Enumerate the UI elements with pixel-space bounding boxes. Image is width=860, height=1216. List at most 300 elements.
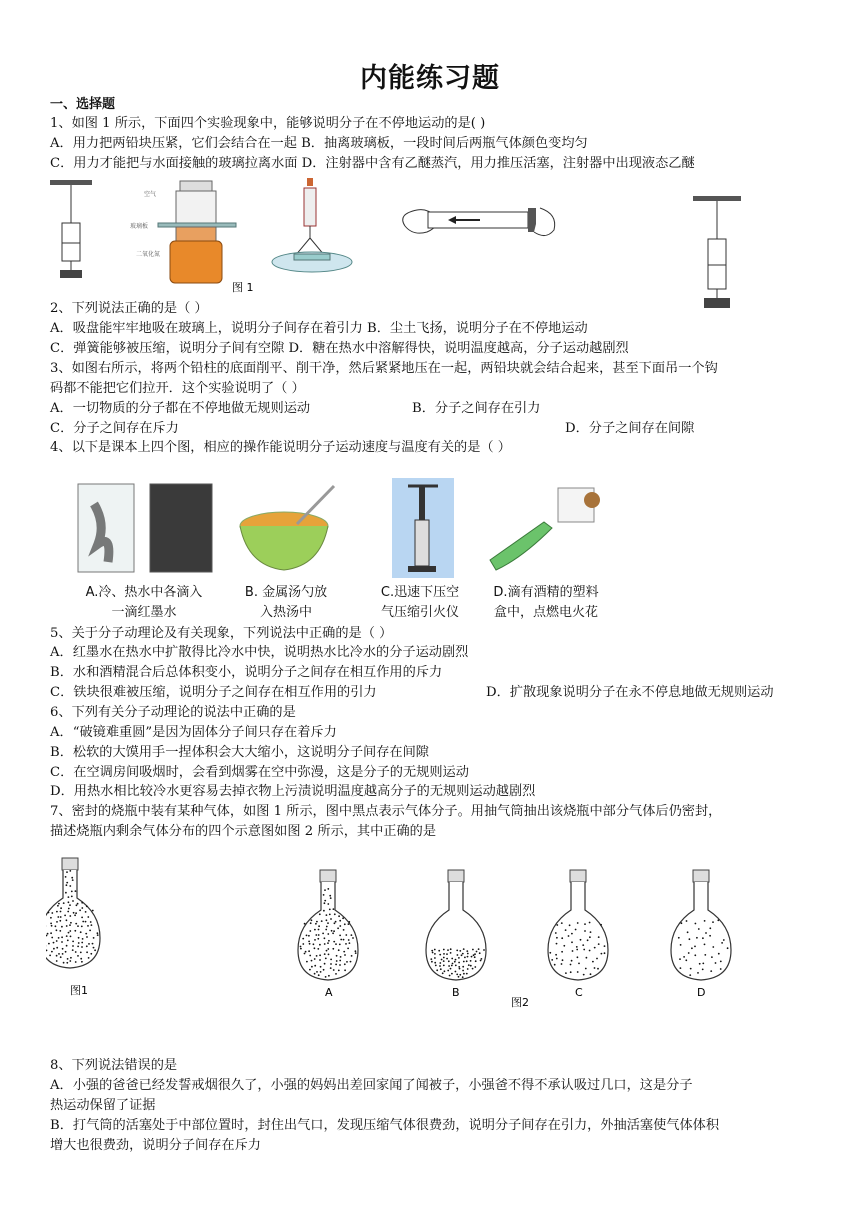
q5-option-a: A．红墨水在热水中扩散得比冷水中快，说明热水比冷水的分子运动剧烈 <box>50 645 469 660</box>
igniter-box-image <box>490 488 600 570</box>
molecule-dot <box>333 941 335 943</box>
molecule-dot <box>326 914 328 916</box>
molecule-dot <box>589 922 591 924</box>
molecule-dot <box>601 953 603 955</box>
molecule-dot <box>688 952 690 954</box>
molecule-dot <box>309 930 311 932</box>
molecule-dot <box>77 955 79 957</box>
molecule-dot <box>92 943 94 945</box>
molecule-dot <box>686 920 688 922</box>
molecule-dot <box>323 894 325 896</box>
molecule-dot <box>338 970 340 972</box>
molecule-dot <box>456 974 458 976</box>
molecule-dot <box>72 949 74 951</box>
molecule-dot <box>447 949 449 951</box>
molecule-dot <box>80 952 82 954</box>
molecule-dot <box>90 921 92 923</box>
molecule-dot <box>444 970 446 972</box>
gas-bottles-image <box>130 181 236 283</box>
molecule-dot <box>327 948 329 950</box>
molecule-dot <box>79 909 81 911</box>
molecule-dot <box>319 944 321 946</box>
molecule-dot <box>594 967 596 969</box>
molecule-dot <box>324 963 326 965</box>
molecule-dot <box>56 955 58 957</box>
molecule-dot <box>318 974 320 976</box>
molecule-dot <box>65 951 67 953</box>
molecule-dot <box>89 930 91 932</box>
q4-stem: 4、以下是课本上四个图，相应的操作能说明分子运动速度与温度有关的是（ ） <box>50 440 511 455</box>
molecule-dot <box>348 923 350 925</box>
q3-stem-line2: 码都不能把它们拉开．这个实验说明了（ ） <box>50 381 305 396</box>
molecule-dot <box>561 937 563 939</box>
molecule-dot <box>65 876 67 878</box>
molecule-dot <box>723 939 725 941</box>
molecule-dot <box>458 962 460 964</box>
molecule-dot <box>586 957 588 959</box>
molecule-dot <box>327 942 329 944</box>
molecule-dot <box>441 959 443 961</box>
molecule-dot <box>69 904 71 906</box>
molecule-dot <box>454 961 456 963</box>
molecule-dot <box>306 935 308 937</box>
molecule-dot <box>75 923 77 925</box>
molecule-dot <box>72 879 74 881</box>
molecule-dot <box>68 932 70 934</box>
q6-stem: 6、下列有关分子动理论的说法中正确的是 <box>50 705 296 720</box>
molecule-dot <box>333 969 335 971</box>
molecule-dot <box>466 960 468 962</box>
molecule-dot <box>331 930 333 932</box>
molecule-dot <box>327 933 329 935</box>
page-title: 内能练习题 <box>360 63 500 94</box>
molecule-dot <box>87 925 89 927</box>
molecule-dot <box>691 947 693 949</box>
molecule-dot <box>315 934 317 936</box>
molecule-dot <box>309 969 311 971</box>
molecule-dot <box>571 933 573 935</box>
molecule-dot <box>555 932 557 934</box>
molecule-dot <box>48 912 50 914</box>
molecule-dot <box>705 932 707 934</box>
molecule-dot <box>709 935 711 937</box>
molecule-dot <box>339 925 341 927</box>
molecule-dot <box>577 971 579 973</box>
molecule-dot <box>65 892 67 894</box>
molecule-dot <box>72 941 74 943</box>
molecule-dot <box>680 944 682 946</box>
molecule-dot <box>473 954 475 956</box>
molecule-dot <box>86 945 88 947</box>
molecule-dot <box>471 956 473 958</box>
molecule-dot <box>70 922 72 924</box>
molecule-dot <box>561 922 563 924</box>
q7-option-a-label: A <box>325 986 333 999</box>
q3-option-b: B．分子之间存在引力 <box>412 401 541 416</box>
molecule-dot <box>306 961 308 963</box>
molecule-dot <box>57 916 59 918</box>
molecule-dot <box>71 877 73 879</box>
molecule-dot <box>66 884 68 886</box>
molecule-dot <box>704 944 706 946</box>
molecule-dot <box>338 915 340 917</box>
molecule-dot <box>333 908 335 910</box>
molecule-dot <box>710 970 712 972</box>
molecule-dot <box>335 921 337 923</box>
molecule-dot <box>58 937 60 939</box>
q7-option-d-label: D <box>697 986 706 999</box>
molecule-dot <box>319 954 321 956</box>
molecule-dot <box>87 916 89 918</box>
fig-label-air: 空气 <box>144 191 157 198</box>
q8-option-b-line2: 增大也很费劲，说明分子间存在斥力 <box>50 1138 261 1153</box>
molecule-dot <box>718 953 720 955</box>
molecule-dot <box>62 948 64 950</box>
molecule-dot <box>350 961 352 963</box>
molecule-dot <box>308 950 310 952</box>
molecule-dot <box>339 935 341 937</box>
molecule-dot <box>683 956 685 958</box>
molecule-dot <box>75 890 77 892</box>
molecule-dot <box>563 945 565 947</box>
molecule-dot <box>690 968 692 970</box>
molecule-dot <box>472 968 474 970</box>
molecule-dot <box>309 943 311 945</box>
molecule-dot <box>86 936 88 938</box>
molecule-dot <box>598 943 600 945</box>
molecule-dot <box>85 921 87 923</box>
molecule-dot <box>316 955 318 957</box>
molecule-dot <box>336 955 338 957</box>
molecule-dot <box>449 975 451 977</box>
molecule-dot <box>74 914 76 916</box>
molecule-dot <box>466 973 468 975</box>
molecule-dot <box>345 934 347 936</box>
molecule-dot <box>318 925 320 927</box>
molecule-dot <box>554 964 556 966</box>
molecule-dot <box>310 922 312 924</box>
molecule-dot <box>571 960 573 962</box>
molecule-dot <box>60 956 62 958</box>
molecule-dot <box>467 968 469 970</box>
q4-caption-c: C.迅速下压空 气压缩引火仪 <box>380 585 460 620</box>
molecule-dot <box>351 934 353 936</box>
molecule-dot <box>59 930 61 932</box>
molecule-dot <box>551 959 553 961</box>
molecule-dot <box>585 968 587 970</box>
molecule-dot <box>50 932 52 934</box>
molecule-dot <box>62 953 64 955</box>
molecule-dot <box>476 951 478 953</box>
molecule-dot <box>598 936 600 938</box>
molecule-dot <box>711 956 713 958</box>
molecule-dot <box>578 963 580 965</box>
molecule-dot <box>325 976 327 978</box>
molecule-dot <box>330 963 332 965</box>
molecule-dot <box>56 929 58 931</box>
molecule-dot <box>53 948 55 950</box>
molecule-dot <box>699 963 701 965</box>
molecule-dot <box>443 957 445 959</box>
q4-caption-a: A.冷、热水中各滴入 一滴红墨水 <box>85 585 203 620</box>
q7-fig2-label: 图2 <box>511 996 529 1009</box>
molecule-dot <box>577 956 579 958</box>
flask-b <box>426 870 486 980</box>
molecule-dot <box>678 937 680 939</box>
molecule-dot <box>577 922 579 924</box>
molecule-dot <box>679 958 681 960</box>
molecule-dot <box>697 972 699 974</box>
molecule-dot <box>327 922 329 924</box>
molecule-dot <box>704 920 706 922</box>
q7-fig1-label: 图1 <box>70 984 88 997</box>
molecule-dot <box>317 948 319 950</box>
molecule-dot <box>561 951 563 953</box>
molecule-dot <box>319 959 321 961</box>
molecule-dot <box>71 891 73 893</box>
molecule-dot <box>337 927 339 929</box>
molecule-dot <box>86 905 88 907</box>
molecule-dot <box>709 927 711 929</box>
molecule-dot <box>69 930 71 932</box>
molecule-dot <box>439 954 441 956</box>
molecule-dot <box>328 940 330 942</box>
molecule-dot <box>696 937 698 939</box>
molecule-dot <box>483 949 485 951</box>
molecule-dot <box>455 971 457 973</box>
molecule-dot <box>73 912 75 914</box>
molecule-dot <box>304 923 306 925</box>
molecule-dot <box>71 896 73 898</box>
molecule-dot <box>56 921 58 923</box>
molecule-dot <box>694 954 696 956</box>
molecule-dot <box>60 911 62 913</box>
flask-fig1 <box>46 858 100 968</box>
molecule-dot <box>308 941 310 943</box>
molecule-dot <box>344 923 346 925</box>
molecule-dot <box>300 946 302 948</box>
molecule-dot <box>565 972 567 974</box>
molecule-dot <box>451 958 453 960</box>
molecule-dot <box>600 924 602 926</box>
molecule-dot <box>324 953 326 955</box>
molecule-dot <box>320 966 322 968</box>
molecule-dot <box>302 938 304 940</box>
q8-stem: 8、下列说法错误的是 <box>50 1058 178 1073</box>
molecule-dot <box>450 952 452 954</box>
molecule-dot <box>712 946 714 948</box>
molecule-dot <box>571 941 573 943</box>
flask-a <box>298 870 358 980</box>
q5-option-b: B．水和酒精混合后总体积变小，说明分子之间存在相互作用的斥力 <box>50 665 443 680</box>
fig-label-glass: 玻璃板 <box>130 223 149 230</box>
molecule-dot <box>88 943 90 945</box>
molecule-dot <box>694 946 696 948</box>
molecule-dot <box>76 904 78 906</box>
q4-figures <box>72 474 617 586</box>
molecule-dot <box>584 930 586 932</box>
molecule-dot <box>330 918 332 920</box>
molecule-dot <box>343 939 345 941</box>
molecule-dot <box>689 974 691 976</box>
molecule-dot <box>447 970 449 972</box>
molecule-dot <box>689 938 691 940</box>
molecule-dot <box>467 953 469 955</box>
molecule-dot <box>347 948 349 950</box>
q8-option-a-line1: A．小强的爸爸已经发誓戒烟很久了，小强的妈妈出差回家闻了闻被子，小强爸不得不承认吸过几口，这是分子 <box>50 1078 693 1093</box>
molecule-dot <box>64 915 66 917</box>
molecule-dot <box>555 954 557 956</box>
molecule-dot <box>335 964 337 966</box>
molecule-dot <box>324 889 326 891</box>
molecule-dot <box>464 957 466 959</box>
lead-blocks-image <box>50 180 92 278</box>
molecule-dot <box>81 942 83 944</box>
q7-option-c-label: C <box>575 986 583 999</box>
flask-d <box>671 870 731 980</box>
molecule-dot <box>570 971 572 973</box>
q5-option-d: D．扩散现象说明分子在永不停息地做无规则运动 <box>486 685 774 700</box>
molecule-dot <box>67 911 69 913</box>
molecule-dot <box>590 973 592 975</box>
q6-option-b: B．松软的大馍用手一捏体积会大大缩小，这说明分子间存在间隙 <box>50 745 429 760</box>
molecule-dot <box>461 954 463 956</box>
molecule-dot <box>327 888 329 890</box>
molecule-dot <box>68 896 70 898</box>
molecule-dot <box>470 960 472 962</box>
molecule-dot <box>334 913 336 915</box>
molecule-dot <box>66 919 68 921</box>
molecule-dot <box>56 940 58 942</box>
molecule-dot <box>342 917 344 919</box>
molecule-dot <box>549 952 551 954</box>
molecule-dot <box>321 920 323 922</box>
molecule-dot <box>339 920 341 922</box>
molecule-dot <box>300 948 302 950</box>
molecule-dot <box>466 950 468 952</box>
molecule-dot <box>458 976 460 978</box>
molecule-dot <box>712 921 714 923</box>
molecule-dot <box>479 952 481 954</box>
molecule-dot <box>66 945 68 947</box>
molecule-dot <box>468 964 470 966</box>
molecule-dot <box>344 969 346 971</box>
molecule-dot <box>81 926 83 928</box>
molecule-dot <box>459 950 461 952</box>
molecule-dot <box>51 912 53 914</box>
molecule-dot <box>434 953 436 955</box>
molecule-dot <box>439 965 441 967</box>
molecule-dot <box>94 949 96 951</box>
q7-stem-line2: 描述烧瓶内剩余气体分布的四个示意图如图 2 所示，其中正确的是 <box>50 824 437 839</box>
q2-options-ab: A．吸盘能牢牢地吸在玻璃上，说明分子间存在着引力 B．尘土飞扬，说明分子在不停地运动 <box>50 321 588 336</box>
molecule-dot <box>430 958 432 960</box>
molecule-dot <box>82 921 84 923</box>
molecule-dot <box>69 960 71 962</box>
molecule-dot <box>334 922 336 924</box>
molecule-dot <box>72 900 74 902</box>
molecule-dot <box>70 936 72 938</box>
molecule-dot <box>443 960 445 962</box>
molecule-dot <box>340 939 342 941</box>
molecule-dot <box>51 937 53 939</box>
molecule-dot <box>325 929 327 931</box>
molecule-dot <box>56 960 58 962</box>
molecule-dot <box>69 924 71 926</box>
molecule-dot <box>443 953 445 955</box>
molecule-dot <box>314 939 316 941</box>
molecule-dot <box>583 949 585 951</box>
molecule-dot <box>721 942 723 944</box>
molecule-dot <box>715 962 717 964</box>
molecule-dot <box>66 962 68 964</box>
molecule-dot <box>75 912 77 914</box>
molecule-dot <box>590 931 592 933</box>
q1-options-ab: A．用力把两铅块压紧，它们会结合在一起 B．抽离玻璃板，一段时间后两瓶气体颜色变均匀 <box>50 136 588 151</box>
q6-option-c: C．在空调房间吸烟时，会看到烟雾在空中弥漫，这是分子的无规则运动 <box>50 765 469 780</box>
molecule-dot <box>66 925 68 927</box>
molecule-dot <box>309 955 311 957</box>
molecule-dot <box>60 907 62 909</box>
molecule-dot <box>308 935 310 937</box>
molecule-dot <box>475 960 477 962</box>
molecule-dot <box>57 905 59 907</box>
molecule-dot <box>58 903 60 905</box>
q7-figures <box>46 852 746 1017</box>
molecule-dot <box>61 926 63 928</box>
molecule-dot <box>330 967 332 969</box>
molecule-dot <box>474 966 476 968</box>
molecule-dot <box>61 941 63 943</box>
molecule-dot <box>322 933 324 935</box>
molecule-dot <box>324 900 326 902</box>
molecule-dot <box>727 947 729 949</box>
molecule-dot <box>604 952 606 954</box>
molecule-dot <box>568 935 570 937</box>
molecule-dot <box>450 968 452 970</box>
molecule-dot <box>604 945 606 947</box>
molecule-dot <box>556 924 558 926</box>
molecule-dot <box>570 964 572 966</box>
molecule-dot <box>463 948 465 950</box>
molecule-dot <box>77 925 79 927</box>
molecule-dot <box>698 928 700 930</box>
molecule-dot <box>66 882 68 884</box>
molecule-dot <box>328 975 330 977</box>
molecule-dot <box>474 953 476 955</box>
molecule-dot <box>317 938 319 940</box>
molecule-dot <box>442 972 444 974</box>
molecule-dot <box>323 969 325 971</box>
molecule-dot <box>304 953 306 955</box>
molecule-dot <box>589 950 591 952</box>
molecule-dot <box>446 953 448 955</box>
q5-stem: 5、关于分子动理论及有关现象，下列说法中正确的是（ ） <box>50 626 393 641</box>
molecule-dot <box>51 925 53 927</box>
molecule-dot <box>348 939 350 941</box>
molecule-dot <box>56 911 58 913</box>
molecule-dot <box>572 950 574 952</box>
molecule-dot <box>78 937 80 939</box>
q5-option-c: C．铁块很难被压缩，说明分子之间存在相互作用的引力 <box>50 685 377 700</box>
molecule-dot <box>329 895 331 897</box>
molecule-dot <box>81 961 83 963</box>
molecule-dot <box>339 964 341 966</box>
molecule-dot <box>93 937 95 939</box>
molecule-dot <box>70 957 72 959</box>
molecule-dot <box>97 932 99 934</box>
molecule-dot <box>582 944 584 946</box>
